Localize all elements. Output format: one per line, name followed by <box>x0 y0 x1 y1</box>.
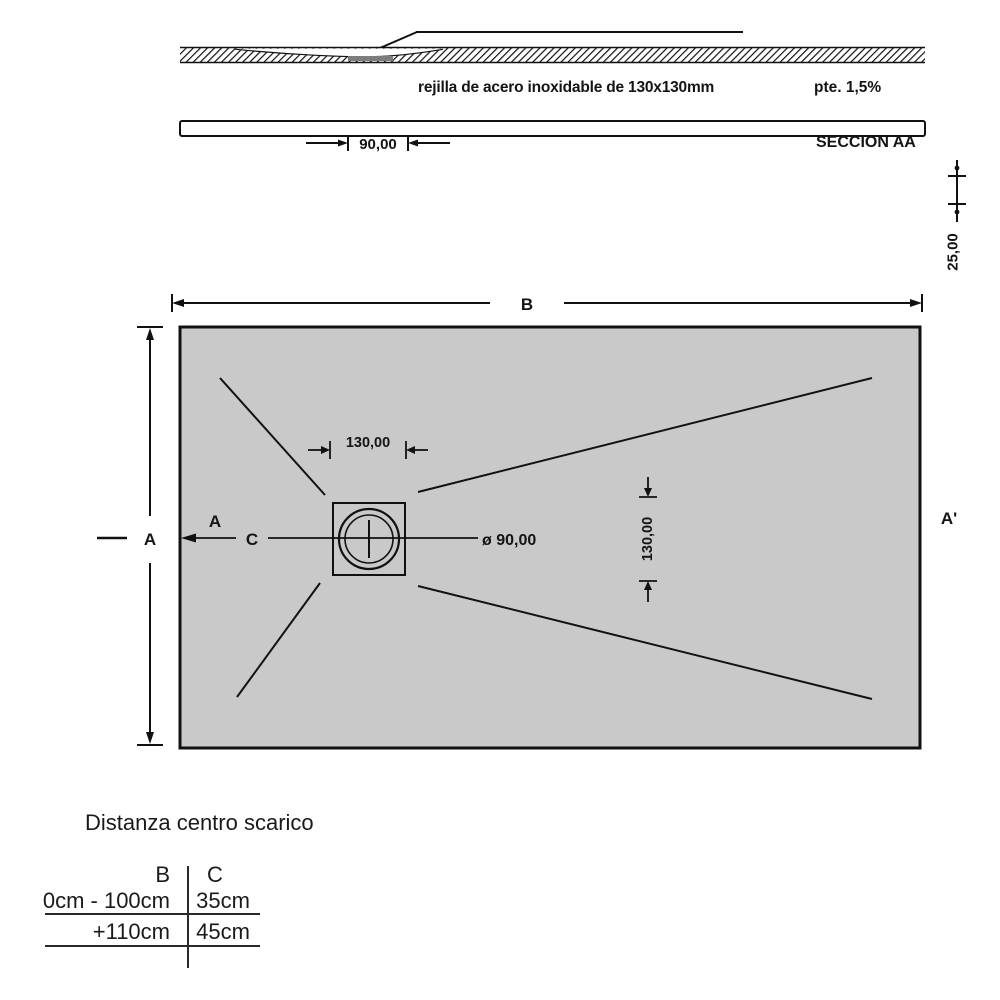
dim-130-v-value: 130,00 <box>640 516 656 562</box>
dim-a <box>137 327 163 745</box>
cut-end-label: A' <box>940 509 958 528</box>
table-rule-1 <box>45 913 260 915</box>
table-row-c: 35cm <box>196 888 250 913</box>
section-title: SECCION AA <box>816 134 916 151</box>
dim-90-value: 90,00 <box>359 136 397 153</box>
table-row-b: 0cm - 100cm <box>42 888 170 913</box>
cut-start-label: A <box>208 512 222 531</box>
dim-a-label: A <box>143 530 157 549</box>
table-row-b: +110cm <box>92 919 170 944</box>
table-header-b: B <box>155 862 170 887</box>
cut-mid-label: C <box>245 530 259 549</box>
table-rule-2 <box>45 945 260 947</box>
dim-25-value: 25,00 <box>944 233 962 271</box>
drain-diameter-label: ø 90,00 <box>482 532 537 549</box>
grate-label: rejilla de acero inoxidable de 130x130mm <box>418 79 715 96</box>
table-header-c: C <box>207 862 223 887</box>
table-row-c: 45cm <box>196 919 250 944</box>
plan-view <box>97 294 957 748</box>
grate-section-bar <box>348 56 393 61</box>
dim-130-h-value: 130,00 <box>345 435 391 451</box>
section-view <box>180 32 966 271</box>
dim-b <box>172 294 922 314</box>
table-title: Distanza centro scarico <box>85 810 314 835</box>
dim-b-label: B <box>520 295 534 314</box>
table-column-divider <box>187 866 189 968</box>
slope-label: pte. 1,5% <box>814 79 882 96</box>
section-base-bar <box>180 121 925 136</box>
dim-25-section <box>945 160 967 271</box>
dim-90-section <box>306 135 450 153</box>
